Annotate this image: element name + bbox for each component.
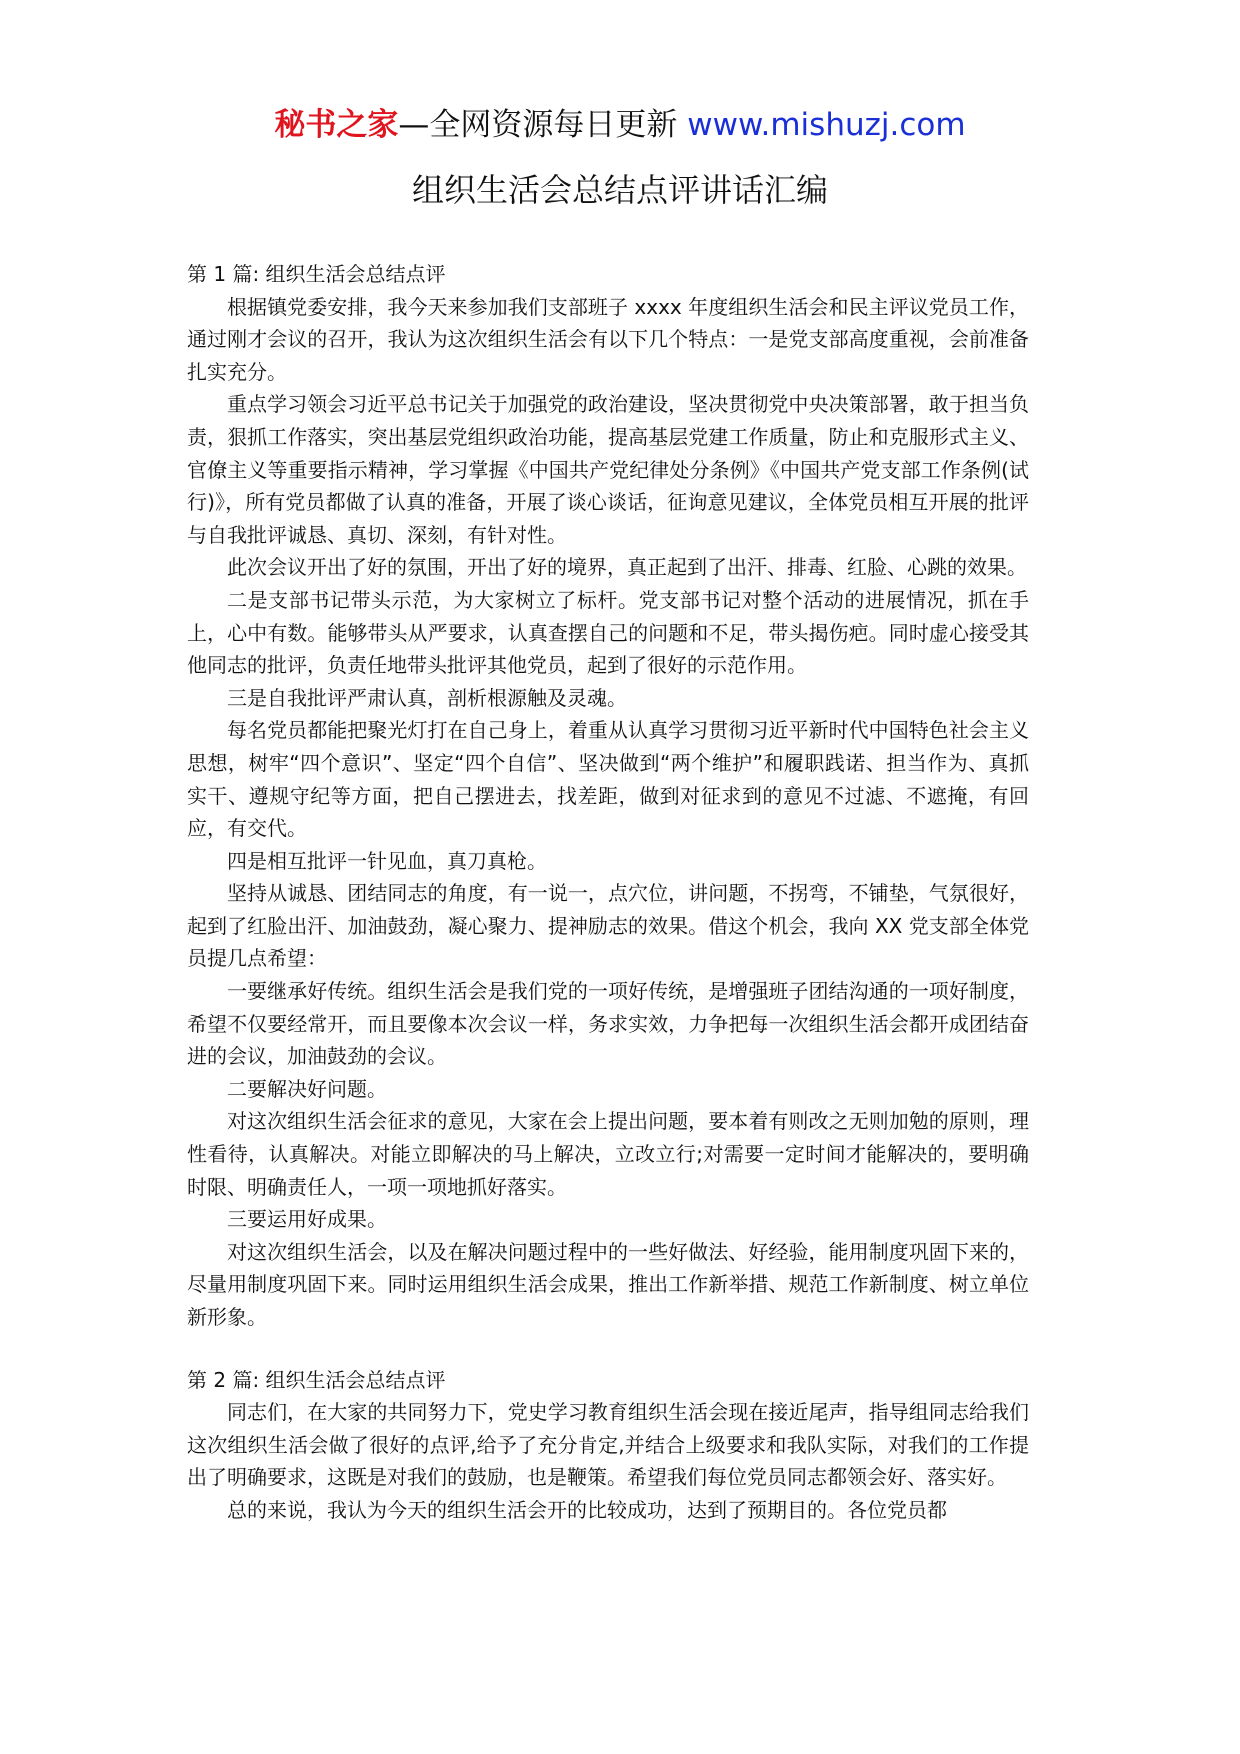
paragraph: 坚持从诚恳、团结同志的角度，有一说一，点穴位，讲问题，不拐弯，不铺垫，气氛很好，起到了红脸出汗、加油鼓劲，凝心聚力、提神励志的效果。借这个机会，我向 XX 党支部全体党员提几点希望： xyxy=(187,881,1029,971)
paragraph: 此次会议开出了好的氛围，开出了好的境界，真正起到了出汗、排毒、红脸、心跳的效果。 xyxy=(227,555,1027,580)
header-tagline: —全网资源每日更新 xyxy=(398,107,688,143)
document-title: 组织生活会总结点评讲话汇编 xyxy=(411,171,828,209)
site-header xyxy=(0,100,1240,150)
section-heading: 第 1 篇: 组织生活会总结点评 xyxy=(187,262,446,286)
paragraph: 重点学习领会习近平总书记关于加强党的政治建设，坚决贯彻党中央决策部署，敢于担当负责，狠抓工作落实，突出基层党组织政治功能，提高基层党建工作质量，防止和克服形式主义、官僚主义等重要指示精神，学习掌握《中国共产党纪律处分条例》《中国共产党支部工作条例(试行)》，所有党员都做了认真的准备，开展了谈心谈话，征询意见建议，全体党员相互开展的批评与自我批评诚恳、真切、深刻，有针对性。 xyxy=(187,392,1029,547)
paragraph: 三是自我批评严肃认真，剖析根源触及灵魂。 xyxy=(227,685,627,710)
section-spacer xyxy=(187,1334,1029,1364)
document-body xyxy=(187,258,1029,1527)
paragraph: 根据镇党委安排，我今天来参加我们支部班子 xxxx 年度组织生活会和民主评议党员工作，通过刚才会议的召开，我认为这次组织生活会有以下几个特点：一是党支部高度重视，会前准备扎实充分。 xyxy=(187,294,1029,384)
paragraph: 一要继承好传统。组织生活会是我们党的一项好传统，是增强班子团结沟通的一项好制度，希望不仅要经常开，而且要像本次会议一样，务求实效，力争把每一次组织生活会都开成团结奋进的会议，加油鼓劲的会议。 xyxy=(187,979,1029,1069)
paragraph: 同志们，在大家的共同努力下，党史学习教育组织生活会现在接近尾声，指导组同志给我们这次组织生活会做了很好的点评,给予了充分肯定,并结合上级要求和我队实际，对我们的工作提出了明确要求，这既是对我们的鼓励，也是鞭策。希望我们每位党员同志都领会好、落实好。 xyxy=(187,1400,1029,1490)
paragraph: 二要解决好问题。 xyxy=(227,1076,387,1101)
paragraph: 对这次组织生活会征求的意见，大家在会上提出问题，要本着有则改之无则加勉的原则，理性看待，认真解决。对能立即解决的马上解决，立改立行;对需要一定时间才能解决的，要明确时限、明确责任人，一项一项地抓好落实。 xyxy=(187,1109,1029,1199)
paragraph: 对这次组织生活会，以及在解决问题过程中的一些好做法、好经验，能用制度巩固下来的，尽量用制度巩固下来。同时运用组织生活会成果，推出工作新举措、规范工作新制度、树立单位新形象。 xyxy=(187,1239,1029,1329)
paragraph: 总的来说，我认为今天的组织生活会开的比较成功，达到了预期目的。各位党员都 xyxy=(227,1497,947,1522)
paragraph: 每名党员都能把聚光灯打在自己身上，着重从认真学习贯彻习近平新时代中国特色社会主义思想，树牢“四个意识”、坚定“四个自信”、坚决做到“两个维护”和履职践诺、担当作为、真抓实干、遵规守纪等方面，把自己摆进去，找差距，做到对征求到的意见不过滤、不遮掩，有回应，有交代。 xyxy=(187,718,1029,841)
site-url[interactable]: www.mishuzj.com xyxy=(687,107,966,143)
section-heading: 第 2 篇: 组织生活会总结点评 xyxy=(187,1367,446,1392)
paragraph: 三要运用好成果。 xyxy=(227,1207,387,1232)
paragraph: 二是支部书记带头示范，为大家树立了标杆。党支部书记对整个活动的进展情况，抓在手上，心中有数。能够带头从严要求，认真查摆自己的问题和不足，带头揭伤疤。同时虚心接受其他同志的批评，负责任地带头批评其他党员，起到了很好的示范作用。 xyxy=(187,587,1029,678)
paragraph: 四是相互批评一针见血，真刀真枪。 xyxy=(227,848,547,873)
brand-name: 秘书之家 xyxy=(274,107,399,143)
